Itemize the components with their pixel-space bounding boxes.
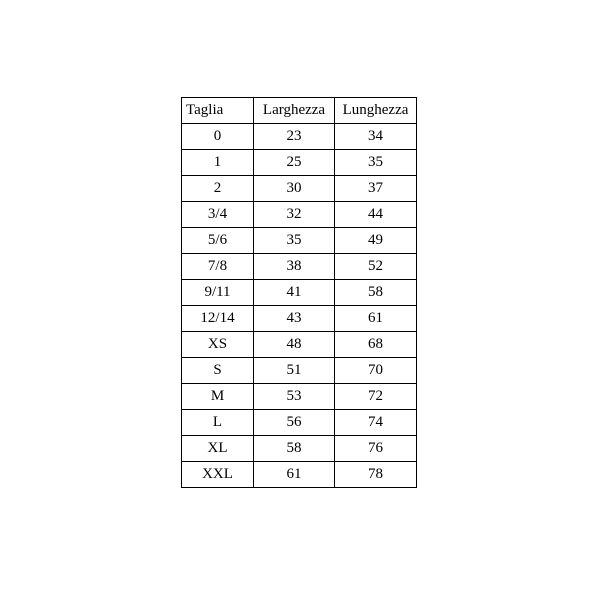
table-row (182, 176, 417, 202)
cell-taglia: XL (182, 436, 254, 462)
cell-lunghezza: 52 (335, 254, 417, 280)
table-row (182, 228, 417, 254)
cell-lunghezza: 70 (335, 358, 417, 384)
table-row (182, 150, 417, 176)
table-row (182, 306, 417, 332)
cell-larghezza: 56 (254, 410, 335, 436)
cell-taglia: 3/4 (182, 202, 254, 228)
cell-lunghezza: 34 (335, 124, 417, 150)
cell-taglia: 1 (182, 150, 254, 176)
cell-taglia: 12/14 (182, 306, 254, 332)
table-row (182, 202, 417, 228)
cell-larghezza: 51 (254, 358, 335, 384)
cell-larghezza: 23 (254, 124, 335, 150)
cell-taglia: 7/8 (182, 254, 254, 280)
table-row (182, 410, 417, 436)
cell-larghezza: 41 (254, 280, 335, 306)
cell-larghezza: 35 (254, 228, 335, 254)
header-larghezza: Larghezza (254, 98, 335, 124)
cell-lunghezza: 78 (335, 462, 417, 488)
cell-taglia: 2 (182, 176, 254, 202)
cell-lunghezza: 35 (335, 150, 417, 176)
cell-taglia: XXL (182, 462, 254, 488)
cell-larghezza: 30 (254, 176, 335, 202)
cell-larghezza: 32 (254, 202, 335, 228)
cell-larghezza: 43 (254, 306, 335, 332)
cell-taglia: 9/11 (182, 280, 254, 306)
cell-lunghezza: 72 (335, 384, 417, 410)
table-row (182, 462, 417, 488)
size-chart-table (181, 97, 417, 488)
cell-lunghezza: 58 (335, 280, 417, 306)
cell-larghezza: 61 (254, 462, 335, 488)
table-row (182, 332, 417, 358)
table-row (182, 384, 417, 410)
table-header-row (182, 98, 417, 124)
cell-taglia: S (182, 358, 254, 384)
cell-lunghezza: 68 (335, 332, 417, 358)
cell-larghezza: 25 (254, 150, 335, 176)
table-body (182, 124, 417, 488)
cell-lunghezza: 49 (335, 228, 417, 254)
cell-taglia: M (182, 384, 254, 410)
cell-larghezza: 58 (254, 436, 335, 462)
cell-larghezza: 53 (254, 384, 335, 410)
table-row (182, 124, 417, 150)
header-taglia: Taglia (182, 98, 254, 124)
header-lunghezza: Lunghezza (335, 98, 417, 124)
cell-taglia: XS (182, 332, 254, 358)
table-row (182, 280, 417, 306)
cell-taglia: 5/6 (182, 228, 254, 254)
cell-lunghezza: 61 (335, 306, 417, 332)
cell-lunghezza: 74 (335, 410, 417, 436)
cell-lunghezza: 76 (335, 436, 417, 462)
cell-larghezza: 38 (254, 254, 335, 280)
table-row (182, 436, 417, 462)
cell-lunghezza: 37 (335, 176, 417, 202)
cell-taglia: 0 (182, 124, 254, 150)
cell-larghezza: 48 (254, 332, 335, 358)
table-row (182, 254, 417, 280)
cell-taglia: L (182, 410, 254, 436)
table-row (182, 358, 417, 384)
cell-lunghezza: 44 (335, 202, 417, 228)
